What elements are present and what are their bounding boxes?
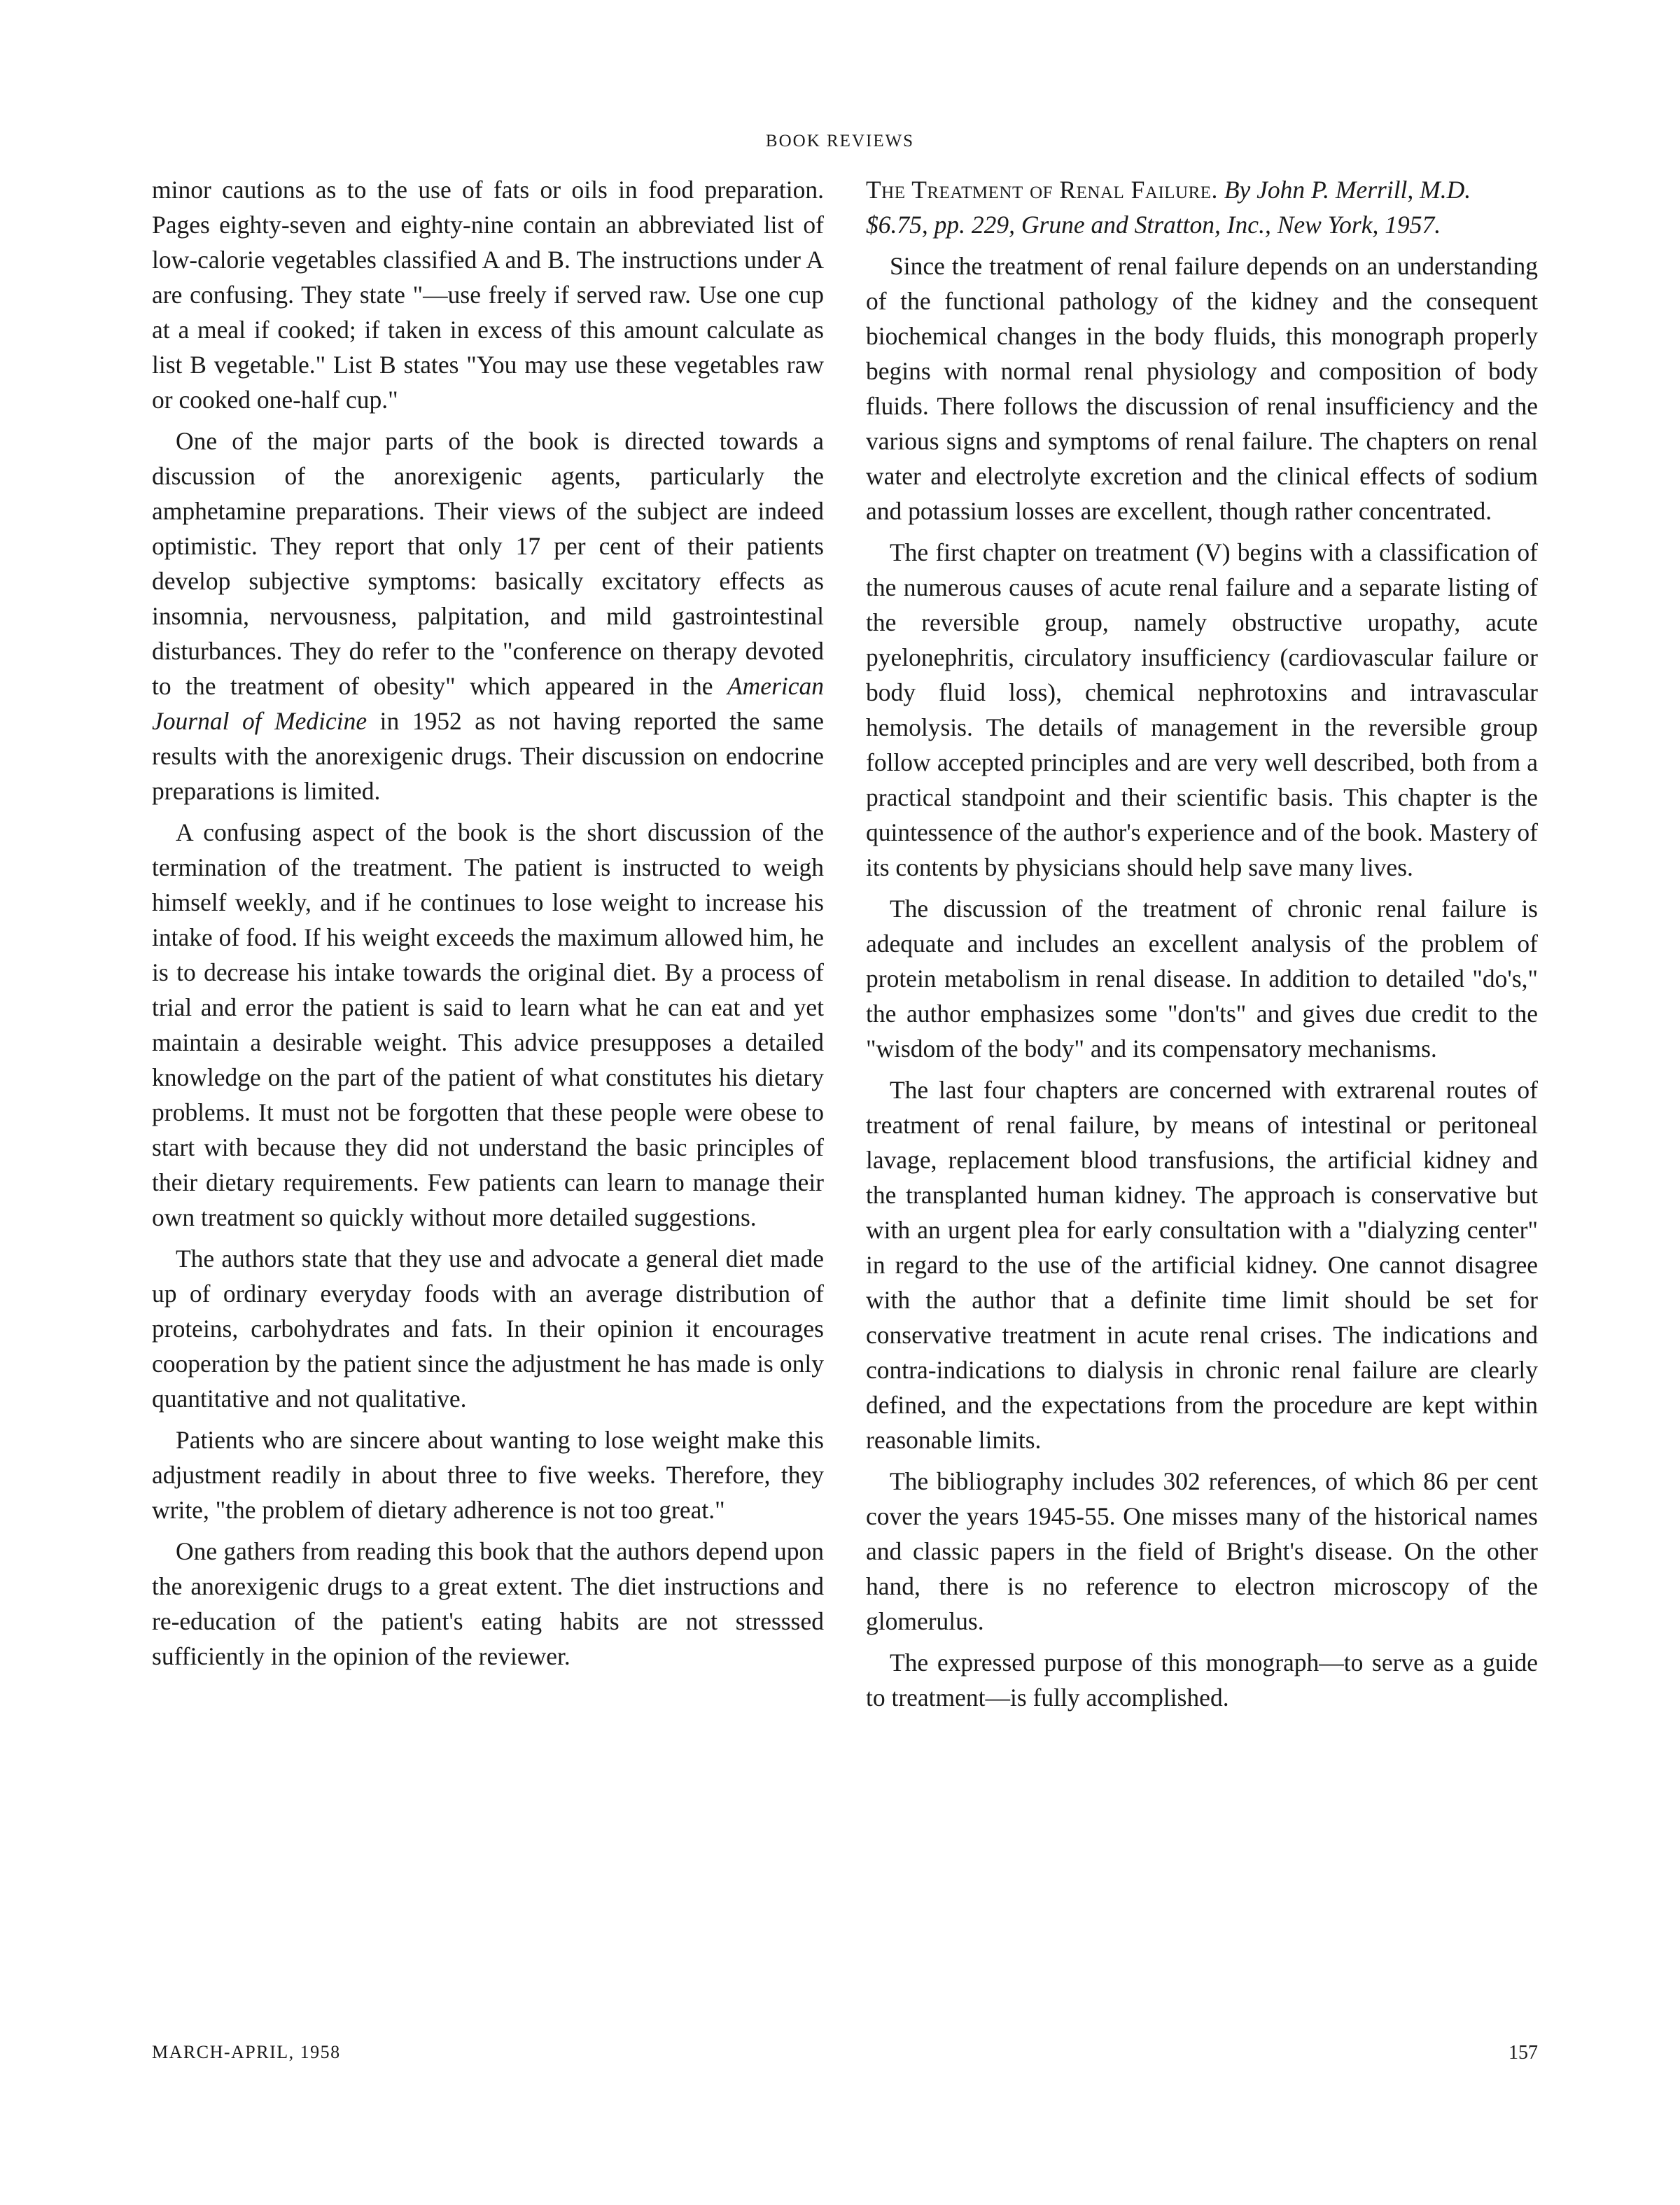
paragraph: [152, 424, 824, 808]
issue-date: MARCH-APRIL, 1958: [152, 2042, 341, 2062]
page-number: 157: [1508, 2042, 1538, 2064]
paragraph-text: in 1952 as not having reported the same results with the anorexigenic drugs. Their discussion on endocrine preparations is limited.: [152, 707, 824, 805]
paragraph: The last four chapters are concerned with extrarenal routes of treatment of renal failure, by means of intestinal or peritoneal lavage, replacement blood transfusions, the artificial kidney and the transplanted human kidney. The approach is conservative but with an urgent plea for early consultation with a "dialyzing center" in regard to the use of the artificial kidney. One cannot disagree with the author that a definite time limit should be set for conservative treatment in acute renal crises. The indications and contra-indications to dialysis in chronic renal failure are clearly defined, and the expectations from the procedure are kept within reasonable limits.: [866, 1076, 1538, 1454]
running-head: BOOK REVIEWS: [765, 132, 915, 150]
book-title: The Treatment of Renal Failure.: [866, 176, 1218, 204]
paragraph: Since the treatment of renal failure depends on an understanding of the functional pathology of the kidney and the consequent biochemical changes in the body fluids, this monograph properly begins with normal renal physiology and composition of body fluids. There follows the discussion of renal insufficiency and the various signs and symptoms of renal failure. The chapters on renal water and electrolyte excretion and the clinical effects of sodium and potassium losses are excellent, though rather concentrated.: [866, 252, 1538, 525]
paragraph-text: One of the major parts of the book is directed towards a discussion of the anorexigenic agents, particularly the amphetamine preparations. Their views of the subject are indeed optimistic. They report that only 17 per cent of their patients develop subjective symptoms: basically excitatory effects as insomnia, nervousness, palpitation, and mild gastrointestinal disturbances. They do refer to the "conference on therapy devoted to the treatment of obesity" which appeared in the: [152, 427, 824, 700]
paragraph: The first chapter on treatment (V) begins with a classification of the numerous causes of acute renal failure and a separate listing of the reversible group, namely obstructive uropathy, acute pyelonephritis, circulatory insufficiency (cardiovascular failure or body fluid loss), chemical nephrotoxins and intravascular hemolysis. The details of management in the reversible group follow accepted principles and are very well described, both from a practical standpoint and their scientific basis. This chapter is the quintessence of the author's experience and of the book. Mastery of its contents by physicians should help save many lives.: [866, 538, 1538, 881]
left-column: [152, 172, 824, 1680]
review-heading: [866, 172, 1538, 242]
paragraph: One gathers from reading this book that the authors depend upon the anorexigenic drugs to a great extent. The diet instructions and re-education of the patient's eating habits are not stresssed sufficiently in the opinion of the reviewer.: [152, 1537, 824, 1670]
paragraph: The discussion of the treatment of chronic renal failure is adequate and includes an excellent analysis of the problem of protein metabolism in renal disease. In addition to detailed "do's," the author emphasizes some "don'ts" and gives due credit to the "wisdom of the body" and its compensatory mechanisms.: [866, 895, 1538, 1063]
paragraph: A confusing aspect of the book is the short discussion of the termination of the treatment. The patient is instructed to weigh himself weekly, and if he continues to lose weight to increase his intake of food. If his weight exceeds the maximum allowed him, he is to decrease his intake towards the original diet. By a process of trial and error the patient is said to learn what he can eat and yet maintain a desirable weight. This advice presupposes a detailed knowledge on the part of the patient of what constitutes his dietary problems. It must not be forgotten that these people were obese to start with because they did not understand the basic principles of their dietary requirements. Few patients can learn to manage their own treatment so quickly without more detailed suggestions.: [152, 818, 824, 1231]
paragraph: Patients who are sincere about wanting to lose weight make this adjustment readily in about three to five weeks. Therefore, they write, "the problem of dietary adherence is not too great.": [152, 1426, 824, 1524]
paragraph: The expressed purpose of this monograph—to serve as a guide to treatment—is fully accomplished.: [866, 1648, 1538, 1712]
book-citation: By John P. Merrill, M.D. $6.75, pp. 229, Grune and Stratton, Inc., New York, 1957.: [866, 176, 1471, 239]
right-column: [866, 172, 1538, 1721]
journal-title: American Journal of Medicine: [152, 672, 824, 735]
paragraph: The authors state that they use and advocate a general diet made up of ordinary everyday foods with an average distribution of proteins, carbohydrates and fats. In their opinion it encourages cooperation by the patient since the adjustment he has made is only quantitative and not qualitative.: [152, 1245, 824, 1413]
paragraph: minor cautions as to the use of fats or oils in food preparation. Pages eighty-seven and eighty-nine contain an abbreviated list of low-calorie vegetables classified A and B. The instructions under A are confusing. They state "—use freely if served raw. Use one cup at a meal if cooked; if taken in excess of this amount calculate as list B vegetable." List B states "You may use these vegetables raw or cooked one-half cup.": [152, 176, 824, 414]
paragraph: The bibliography includes 302 references, of which 86 per cent cover the years 1945-55. One misses many of the historical names and classic papers in the field of Bright's disease. On the other hand, there is no reference to electron microscopy of the glomerulus.: [866, 1467, 1538, 1635]
